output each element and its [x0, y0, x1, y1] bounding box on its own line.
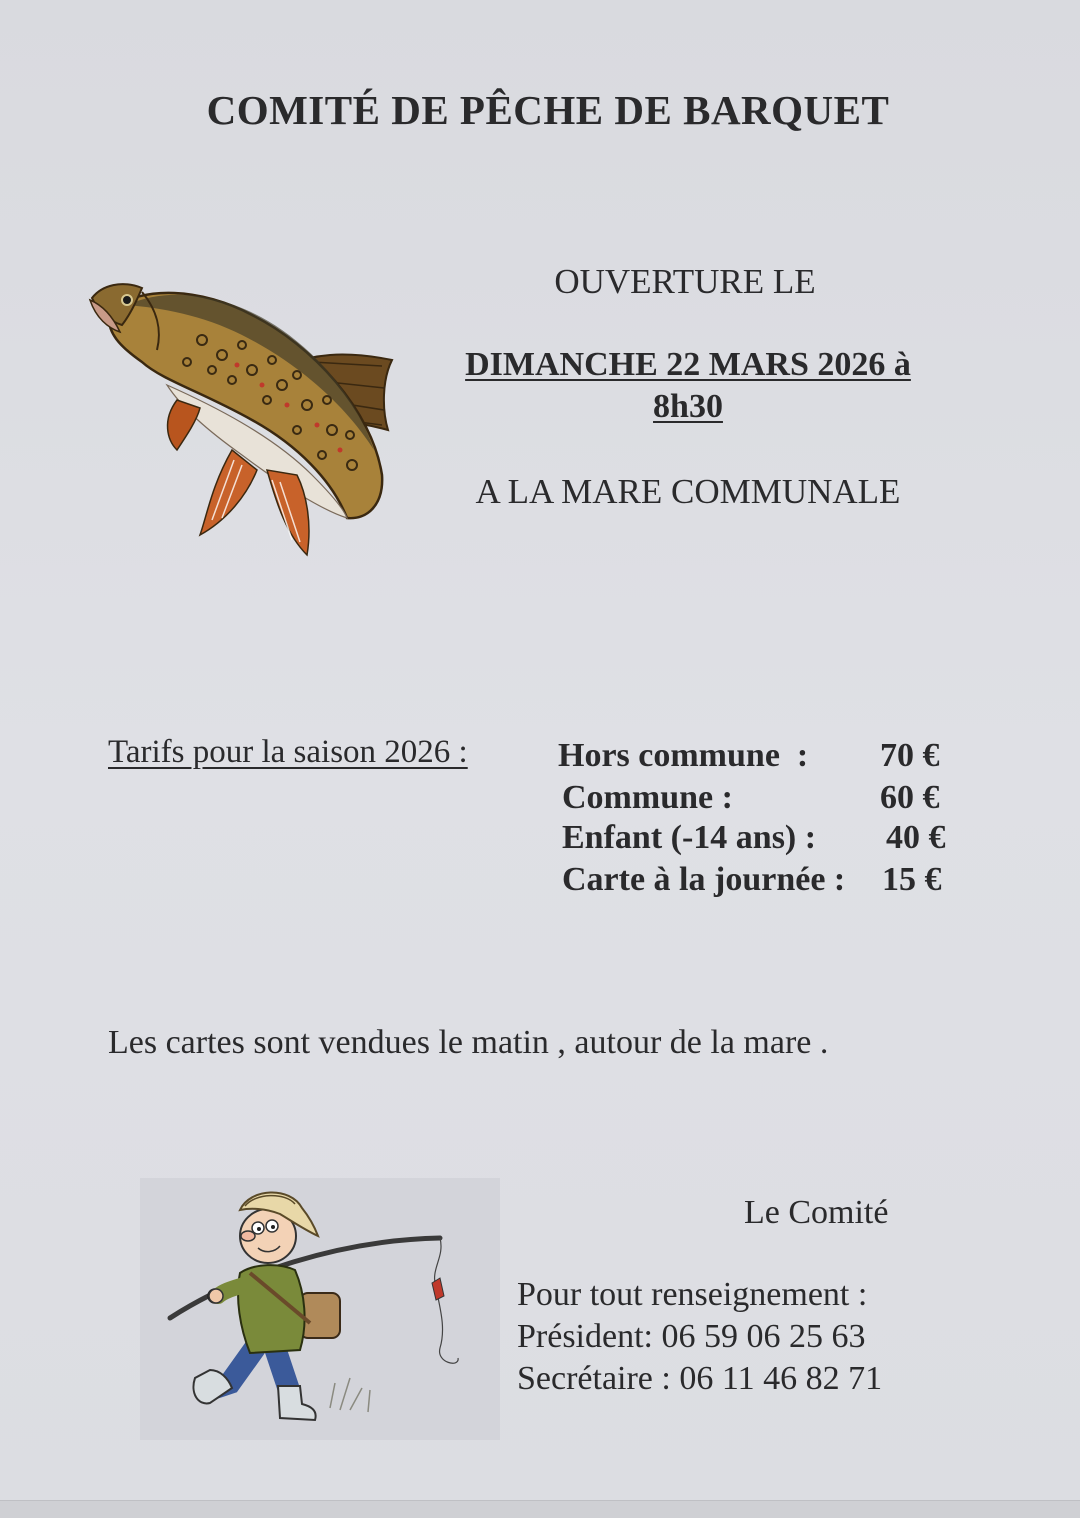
price-value: 15 € [882, 861, 942, 898]
trout-icon [82, 270, 402, 565]
price-name: Commune : [562, 779, 733, 816]
contact-secretary: Secrétaire : 06 11 46 82 71 [517, 1360, 883, 1397]
opening-date-line1: DIMANCHE 22 MARS 2026 à [465, 346, 911, 383]
price-value: 60 € [880, 779, 940, 816]
price-value: 40 € [886, 819, 946, 856]
signature: Le Comité [744, 1194, 889, 1231]
tarifs-label: Tarifs pour la saison 2026 : [108, 734, 468, 770]
price-name: Carte à la journée : [562, 861, 846, 898]
opening-date [450, 344, 926, 428]
contact-president: Président: 06 59 06 25 63 [517, 1318, 866, 1355]
opening-place: A LA MARE COMMUNALE [475, 472, 901, 511]
contact-intro: Pour tout renseignement : [517, 1276, 868, 1313]
fisherman-icon [140, 1178, 500, 1440]
opening-date-line2: 8h30 [653, 388, 723, 425]
page-bottom-edge [0, 1500, 1080, 1518]
price-name: Hors commune : [558, 737, 809, 774]
opening-label: OUVERTURE LE [554, 262, 816, 301]
price-name: Enfant (-14 ans) : [562, 819, 817, 856]
price-value: 70 € [880, 737, 940, 774]
poster-title: COMITÉ DE PÊCHE DE BARQUET [206, 87, 890, 133]
sale-info: Les cartes sont vendues le matin , autour de la mare . [108, 1024, 829, 1061]
